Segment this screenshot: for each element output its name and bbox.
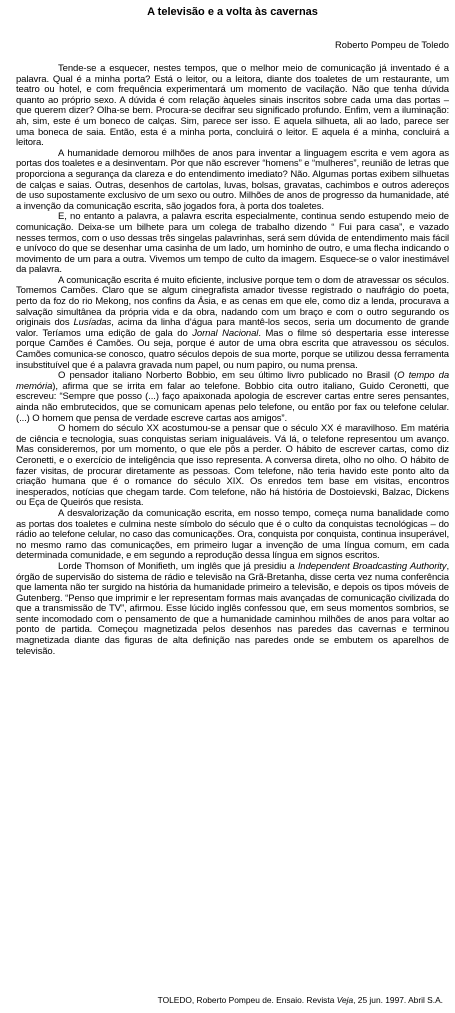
- italic-text: Independent Broadcasting Authority: [297, 560, 447, 572]
- source-citation: [158, 995, 443, 1005]
- text-run: A humanidade demorou milhões de anos para inventar a linguagem escrita e vem agora as portas dos toaletes e a desinventam. Por que não escrever “homens” e “mulheres”, reunião de letras que proporciona a segurança da clareza e do entendimento imediato? Não. Algumas portas exibem silhuetas de calças e saias. Outras, desenhos de cartolas, luvas, bolsas, gravatas, cachimbos e outros adereços de uso supostamente exclusivo de um sexo ou outro. Milhões de anos de progresso da humanidade, até a invenção da comunicação escrita, são jogados fora, à porta dos toaletes.: [16, 147, 449, 212]
- italic-text: Veja: [336, 995, 354, 1005]
- article-paragraph: [16, 276, 449, 371]
- text-run: Tende-se a esquecer, nestes tempos, que o melhor meio de comunicação já inventado é a palavra. Qual é a minha porta? Está o leitor, ou a leitora, diante dos toaletes de um restaurante, um teatro ou hotel, e com frequência experimentará um momento de vacilação. Não que tenha dúvida quanto ao próprio sexo. A dúvida é com relação àqueles sinais inscritos sobre cada uma das portas – que querem dizer? Olha-se bem. Procura-se decifrar seu significado profundo. Enfim, vem a iluminação: ah, sim, este é um boneco de calças. Sim, parece ser isso. E aquela silhueta, ali ao lado, parece ser uma boneca de saia. Então, esta é a minha porta, concluirá o leitor. E aquela é a minha, concluirá a leitora.: [16, 63, 449, 149]
- article-body: [16, 64, 449, 657]
- text-run: Lorde Thomson of Monifieth, um inglês que já presidiu a: [58, 560, 298, 572]
- italic-text: Lusíadas: [73, 317, 112, 329]
- text-run: , 25 jun. 1997. Abril S.A.: [353, 995, 443, 1005]
- text-run: TOLEDO, Roberto Pompeu de. Ensaio. Revista: [157, 995, 337, 1005]
- text-run: , órgão de supervisão do sistema de rádio e televisão na Grã-Bretanha, disse certa vez numa conferência que lamenta não ter surgido na história da humanidade primeiro a televisão, e depois os tipos móveis de Gutenberg. “Penso que imprimir e ler representam formas mais avançadas de comunicação civilizada do que a transmissão de TV”, afirmou. Esse lúcido inglês confessou que, em seus momentos sombrios, se sente incomodado com o pensamento de que a humanidade caminhou milhões de anos para voltar ao ponto de partida. Começou magnetizada pelos desenhos nas paredes das cavernas e terminou magnetizada diante das figuras de alta definição nas paredes onde se embutem os aparelhos de televisão.: [16, 560, 450, 657]
- text-run: ), afirma que se irrita em falar ao telefone. Bobbio cita outro italiano, Guido Ceronetti, que escreveu: “Sempre que posso (...) faço apaixonada apologia de escrever cartas entre seres pensantes, ainda não embrutecidos, que se comunicam apenas pelo telefone, ou então por fax ou telefone celular. (...) O homem que pensa de verdade escreve cartas aos amigos”.: [16, 380, 449, 424]
- article-paragraph: [16, 371, 449, 424]
- italic-text: O tempo da memória: [16, 370, 450, 392]
- text-run: , acima da linha d’água para mantê-los secos, seria um documento de grande valor. Teríamos uma edição de gala do: [16, 317, 449, 339]
- article-title: A televisão e a volta às cavernas: [147, 6, 318, 18]
- text-run: . Mas o filme só despertaria esse interesse porque Camões é Camões. Ou seja, porque é autor de uma obra escrita que atravessou os séculos. Camões comunica-se conosco, quatro séculos depois de sua morte, porque se utilizou dessa ferramenta insubstituível que é a palavra gravada num papel, ou num papiro, ou numa prensa.: [16, 327, 450, 371]
- article-paragraph: [16, 64, 449, 149]
- text-run: O homem do século XX acostumou-se a pensar que o século XX é maravilhoso. Em matéria de ciência e tecnologia, suas conquistas seriam inigualáveis. Vá lá, o telefone representou um avanço. Mas consideremos, por um momento, o que ele pôs a perder. O hábito de escrever cartas, como diz Ceronetti, e o exercício de inteligência que isso representa. A conversa direta, olho no olho. O hábito de fazer visitas, de procurar diretamente as pessoas. Com telefone, não teria havido este ponto alto da criação humana que é o romance do século XIX. Os enredos tem base em visitas, encontros inesperados, notícias que chegam tarde. Com telefone, não há história de Dostoievski, Balzac, Dickens ou Eça de Queirós que resista.: [16, 423, 449, 509]
- text-run: A comunicação escrita é muito eficiente, inclusive porque tem o dom de atravessar os séculos. Tomemos Camões. Claro que se algum cinegrafista amador tivesse registrado o naufrágio do poeta, perto da foz do rio Mekong, nos confins da Ásia, e as cenas em que ele, como diz a lenda, procurava a salvação simultânea da própria vida e da obra, nadando com um braço e com o outro segurando os originais dos: [16, 274, 449, 329]
- italic-text: Jornal Nacional: [192, 327, 259, 339]
- article-paragraph: [16, 212, 449, 276]
- article-paragraph: [16, 149, 449, 213]
- text-run: O pensador italiano Norberto Bobbio, em seu último livro publicado no Brasil (: [58, 370, 398, 382]
- article-paragraph: [16, 562, 449, 657]
- text-run: A desvalorização da comunicação escrita, em nosso tempo, começa numa banalidade como as portas dos toaletes e culmina neste símbolo do século que é o culto da conquistas tecnológicas – do rádio ao telefone celular, no caso das comunicações. Ora, conquista por conquista, continua insuperável, no mesmo ramo das comunicações, em primeiro lugar a invenção de uma língua comum, em cada determinada comunidade, e em segundo a reprodução dessa língua em signos escritos.: [16, 507, 449, 562]
- text-run: E, no entanto a palavra, a palavra escrita especialmente, continua sendo estupendo meio de comunicação. Deixa-se um bilhete para um colega de trabalho dizendo “ Fui para casa”, e vazado nesses termos, com o uso dessas três singelas palavrinhas, será sem dúvida de entendimento mais fácil e unívoco do que se desenhar uma casinha de um lado, um hominho de outro, e uma flecha indicando o movimento de um para a outra. Vivemos um tempo de culto da imagem. Esquece-se o valor inestimável da palavra.: [16, 211, 449, 276]
- article-author: Roberto Pompeu de Toledo: [335, 39, 449, 50]
- article-paragraph: [16, 424, 449, 509]
- article-paragraph: [16, 509, 449, 562]
